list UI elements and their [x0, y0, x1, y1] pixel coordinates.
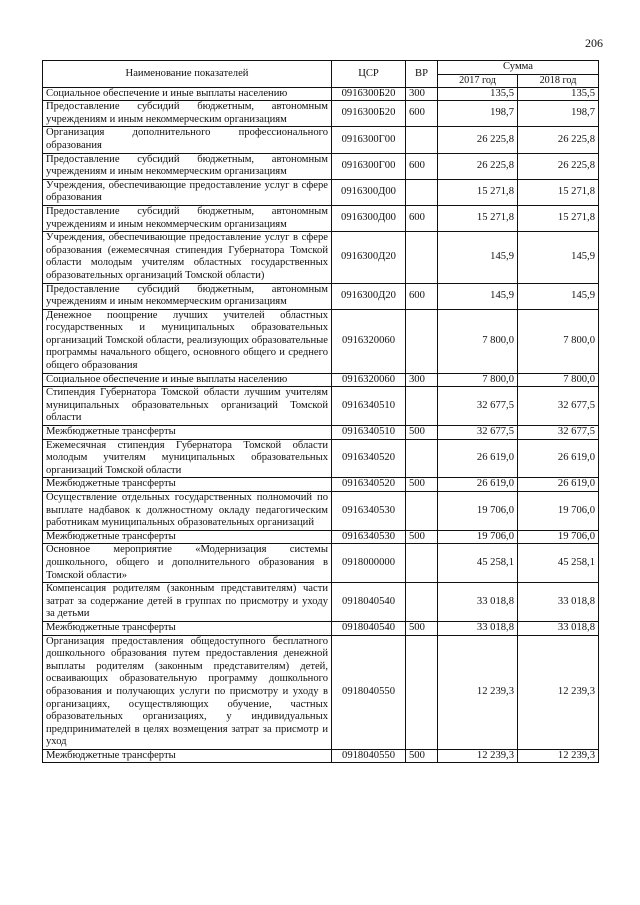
table-row [43, 179, 599, 205]
row-sum-2017: 45 258,1 [438, 544, 518, 583]
row-sum-2018: 7 800,0 [518, 373, 599, 387]
row-vr: 500 [406, 749, 438, 763]
row-sum-2018: 32 677,5 [518, 426, 599, 440]
table-row [43, 205, 599, 231]
row-sum-2018: 135,5 [518, 87, 599, 101]
row-sum-2018: 33 018,8 [518, 621, 599, 635]
row-sum-2017: 32 677,5 [438, 387, 518, 426]
row-vr [406, 309, 438, 373]
row-name: Межбюджетные трансферты [43, 749, 332, 763]
row-name: Компенсация родителям (законным представителям) части затрат за содержание детей в группах по присмотру и уходу за детьми [43, 583, 332, 622]
row-vr [406, 387, 438, 426]
row-name: Учреждения, обеспечивающие предоставление услуг в сфере образования [43, 179, 332, 205]
row-sum-2018: 26 225,8 [518, 153, 599, 179]
row-sum-2017: 135,5 [438, 87, 518, 101]
row-sum-2017: 145,9 [438, 232, 518, 283]
row-name: Организация дополнительного профессионального образования [43, 127, 332, 153]
row-csr: 0916340520 [332, 478, 406, 492]
row-csr: 0916300Д20 [332, 283, 406, 309]
row-name: Межбюджетные трансферты [43, 530, 332, 544]
row-sum-2017: 33 018,8 [438, 621, 518, 635]
row-name: Стипендия Губернатора Томской области лучшим учителям муниципальных образовательных организаций Томской области [43, 387, 332, 426]
row-vr: 500 [406, 530, 438, 544]
row-sum-2018: 19 706,0 [518, 530, 599, 544]
row-name: Организация предоставления общедоступного бесплатного дошкольного образования путем предоставления денежной выплаты родителям (законным представителям) детей, осваивающих образовательную программу дошкольного образования и получающих услуги по присмотру и уходу в организациях, осуществляющих обучение, частных образовательных организациях, у индивидуальных предпринимателей в целях возмещения затрат за присмотр и уход [43, 635, 332, 749]
header-sum: Сумма [438, 61, 599, 75]
row-csr: 0918040550 [332, 749, 406, 763]
row-sum-2018: 12 239,3 [518, 749, 599, 763]
row-vr: 300 [406, 373, 438, 387]
row-csr: 0918040540 [332, 621, 406, 635]
row-sum-2018: 19 706,0 [518, 492, 599, 531]
row-name: Предоставление субсидий бюджетным, автономным учреждениям и иным некоммерческим организациям [43, 153, 332, 179]
header-year-2017: 2017 год [438, 74, 518, 87]
table-row [43, 387, 599, 426]
row-csr: 0916300Д00 [332, 179, 406, 205]
row-name: Социальное обеспечение и иные выплаты населению [43, 373, 332, 387]
row-name: Ежемесячная стипендия Губернатора Томской области молодым учителям муниципальных образовательных организаций Томской области [43, 439, 332, 478]
row-sum-2017: 198,7 [438, 101, 518, 127]
header-csr: ЦСР [332, 61, 406, 88]
row-sum-2018: 15 271,8 [518, 179, 599, 205]
row-vr [406, 232, 438, 283]
row-vr: 600 [406, 205, 438, 231]
row-sum-2018: 145,9 [518, 232, 599, 283]
row-csr: 0916300Б20 [332, 87, 406, 101]
row-csr: 0918040550 [332, 635, 406, 749]
row-sum-2017: 15 271,8 [438, 179, 518, 205]
row-csr: 0916320060 [332, 373, 406, 387]
table-row [43, 749, 599, 763]
row-name: Предоставление субсидий бюджетным, автономным учреждениям и иным некоммерческим организациям [43, 283, 332, 309]
row-vr [406, 179, 438, 205]
table-row [43, 621, 599, 635]
row-sum-2017: 19 706,0 [438, 530, 518, 544]
row-sum-2017: 26 225,8 [438, 153, 518, 179]
row-sum-2018: 26 225,8 [518, 127, 599, 153]
row-csr: 0916340530 [332, 530, 406, 544]
row-sum-2018: 7 800,0 [518, 309, 599, 373]
row-vr [406, 544, 438, 583]
table-row [43, 232, 599, 283]
table-row [43, 544, 599, 583]
table-row [43, 530, 599, 544]
row-name: Основное мероприятие «Модернизация системы дошкольного, общего и дополнительного образования в Томской области» [43, 544, 332, 583]
row-sum-2017: 12 239,3 [438, 749, 518, 763]
table-row [43, 439, 599, 478]
row-vr: 600 [406, 283, 438, 309]
row-sum-2017: 12 239,3 [438, 635, 518, 749]
row-vr: 600 [406, 101, 438, 127]
row-sum-2017: 19 706,0 [438, 492, 518, 531]
row-name: Осуществление отдельных государственных полномочий по выплате надбавок к должностному окладу педагогическим работникам муниципальных образовательных организаций [43, 492, 332, 531]
row-csr: 0916300Д00 [332, 205, 406, 231]
table-row [43, 373, 599, 387]
row-sum-2018: 26 619,0 [518, 439, 599, 478]
row-vr [406, 439, 438, 478]
row-vr [406, 492, 438, 531]
row-sum-2017: 32 677,5 [438, 426, 518, 440]
row-sum-2017: 145,9 [438, 283, 518, 309]
row-vr [406, 127, 438, 153]
row-csr: 0916340510 [332, 426, 406, 440]
row-sum-2017: 26 619,0 [438, 478, 518, 492]
row-sum-2018: 15 271,8 [518, 205, 599, 231]
table-row [43, 426, 599, 440]
row-csr: 0916340510 [332, 387, 406, 426]
row-csr: 0916340520 [332, 439, 406, 478]
row-sum-2018: 145,9 [518, 283, 599, 309]
row-name: Денежное поощрение лучших учителей областных государственных и муниципальных образовательных организаций Томской области, реализующих образовательные программы начального общего, основного общего и среднего общего образования [43, 309, 332, 373]
row-sum-2018: 45 258,1 [518, 544, 599, 583]
row-csr: 0916300Б20 [332, 101, 406, 127]
row-csr: 0916340530 [332, 492, 406, 531]
row-csr: 0916320060 [332, 309, 406, 373]
row-vr: 500 [406, 426, 438, 440]
table-row [43, 478, 599, 492]
row-csr: 0918000000 [332, 544, 406, 583]
row-name: Предоставление субсидий бюджетным, автономным учреждениям и иным некоммерческим организациям [43, 101, 332, 127]
row-name: Межбюджетные трансферты [43, 478, 332, 492]
row-name: Учреждения, обеспечивающие предоставление услуг в сфере образования (ежемесячная стипендия Губернатора Томской области молодым учителям областных государственных образовательных организаций Томской области) [43, 232, 332, 283]
row-csr: 0916300Г00 [332, 153, 406, 179]
row-sum-2018: 12 239,3 [518, 635, 599, 749]
row-vr: 600 [406, 153, 438, 179]
table-row [43, 87, 599, 101]
row-csr: 0916300Д20 [332, 232, 406, 283]
table-row [43, 127, 599, 153]
row-name: Межбюджетные трансферты [43, 426, 332, 440]
header-name: Наименование показателей [43, 61, 332, 88]
row-vr: 500 [406, 621, 438, 635]
row-csr: 0916300Г00 [332, 127, 406, 153]
table-row [43, 583, 599, 622]
table-row [43, 283, 599, 309]
row-sum-2017: 15 271,8 [438, 205, 518, 231]
table-row [43, 101, 599, 127]
row-name: Межбюджетные трансферты [43, 621, 332, 635]
row-name: Предоставление субсидий бюджетным, автономным учреждениям и иным некоммерческим организациям [43, 205, 332, 231]
header-vr: ВР [406, 61, 438, 88]
budget-table [42, 60, 599, 763]
row-sum-2017: 26 225,8 [438, 127, 518, 153]
row-sum-2017: 7 800,0 [438, 373, 518, 387]
page-number: 206 [585, 36, 603, 50]
row-vr: 300 [406, 87, 438, 101]
row-sum-2017: 7 800,0 [438, 309, 518, 373]
row-sum-2018: 32 677,5 [518, 387, 599, 426]
table-row [43, 492, 599, 531]
table-row [43, 153, 599, 179]
row-vr [406, 635, 438, 749]
row-name: Социальное обеспечение и иные выплаты населению [43, 87, 332, 101]
row-sum-2017: 26 619,0 [438, 439, 518, 478]
row-vr: 500 [406, 478, 438, 492]
table-row [43, 309, 599, 373]
row-sum-2018: 198,7 [518, 101, 599, 127]
row-sum-2018: 26 619,0 [518, 478, 599, 492]
row-vr [406, 583, 438, 622]
header-year-2018: 2018 год [518, 74, 599, 87]
row-sum-2018: 33 018,8 [518, 583, 599, 622]
row-csr: 0918040540 [332, 583, 406, 622]
row-sum-2017: 33 018,8 [438, 583, 518, 622]
table-row [43, 635, 599, 749]
